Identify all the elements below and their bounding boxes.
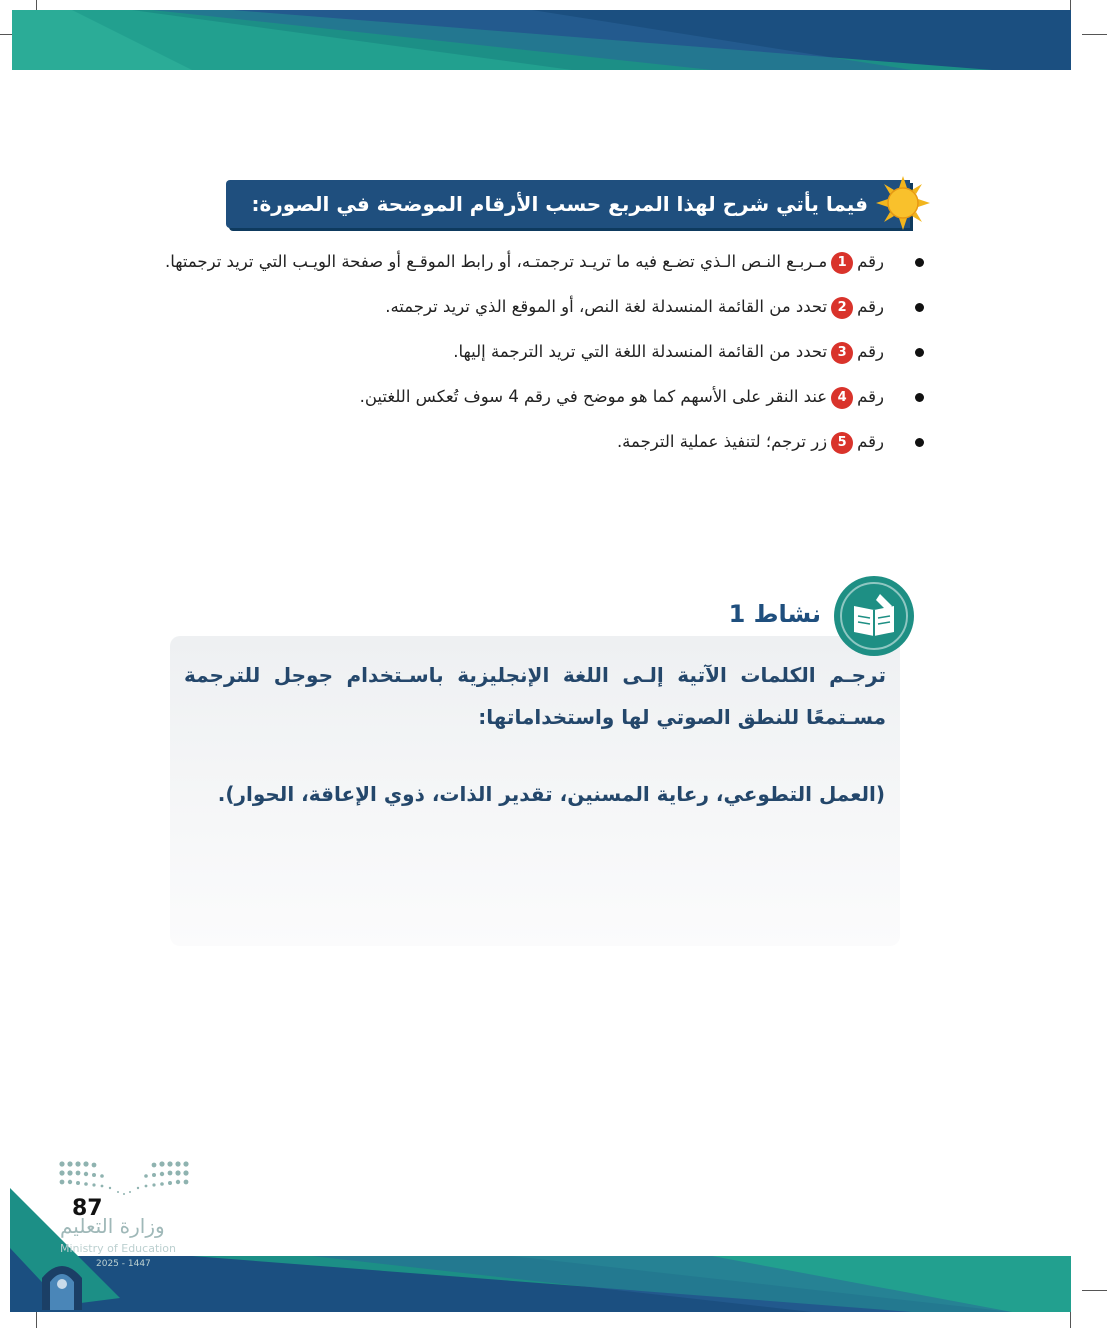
crop-mark bbox=[1082, 34, 1107, 35]
item-prefix: رقم bbox=[857, 387, 884, 406]
activity-instruction: ترجـم الكلمات الآتية إلـى اللغة الإنجليزية باسـتخدام جوجل للترجمة مسـتمعًا للنطق الصوتي لها واستخداماتها: bbox=[184, 663, 886, 729]
item-text: تحدد من القائمة المنسدلة اللغة التي تريد الترجمة إليها. bbox=[453, 342, 828, 361]
activity-word-list: (العمل التطوعي، رعاية المسنين، تقدير الذات، ذوي الإعاقة، الحوار). bbox=[217, 782, 885, 806]
activity-book-icon bbox=[834, 576, 914, 656]
list-item bbox=[130, 379, 930, 415]
number-badge: 5 bbox=[831, 432, 853, 454]
page-number: 87 bbox=[72, 1196, 103, 1221]
bullet-dot bbox=[915, 258, 924, 267]
ministry-name-english: Ministry of Education bbox=[60, 1242, 177, 1255]
section-heading: فيما يأتي شرح لهذا المربع حسب الأرقام الموضحة في الصورة: bbox=[251, 192, 868, 216]
edition-year: 2025 - 1447 bbox=[96, 1259, 151, 1269]
number-badge: 4 bbox=[831, 387, 853, 409]
section-heading-bar bbox=[226, 180, 910, 228]
item-prefix: رقم bbox=[857, 342, 884, 361]
item-text: زر ترجم؛ لتنفيذ عملية الترجمة. bbox=[616, 432, 828, 451]
number-badge: 2 bbox=[831, 297, 853, 319]
number-badge: 3 bbox=[831, 342, 853, 364]
explanation-list bbox=[130, 244, 930, 469]
ministry-name-arabic: وزارة التعليم bbox=[60, 1214, 165, 1238]
list-item bbox=[130, 244, 930, 280]
item-text: مـربـع النـص الـذي تضـع فيه ما تريـد ترجمتـه، أو رابط الموقـع أو صفحة الويـب التي تريد ترجمتها. bbox=[165, 252, 828, 271]
bullet-dot bbox=[915, 303, 924, 312]
activity-title: نشاط 1 bbox=[728, 600, 821, 628]
crop-mark bbox=[1082, 1290, 1107, 1291]
item-text: تحدد من القائمة المنسدلة لغة النص، أو الموقع الذي تريد ترجمته. bbox=[385, 297, 828, 316]
number-badge: 1 bbox=[831, 252, 853, 274]
sun-icon bbox=[876, 176, 930, 230]
bottom-decorative-band bbox=[12, 1256, 1071, 1312]
bullet-dot bbox=[915, 348, 924, 357]
bullet-dot bbox=[915, 393, 924, 402]
list-item bbox=[130, 334, 930, 370]
item-prefix: رقم bbox=[857, 252, 884, 271]
item-prefix: رقم bbox=[857, 297, 884, 316]
item-text: عند النقر على الأسهم كما هو موضح في رقم 4 سوف تُعكس اللغتين. bbox=[359, 387, 828, 406]
top-decorative-band bbox=[12, 10, 1071, 70]
item-prefix: رقم bbox=[857, 432, 884, 451]
emblem-icon bbox=[36, 1254, 88, 1310]
list-item bbox=[130, 424, 930, 460]
bullet-dot bbox=[915, 438, 924, 447]
list-item bbox=[130, 289, 930, 325]
